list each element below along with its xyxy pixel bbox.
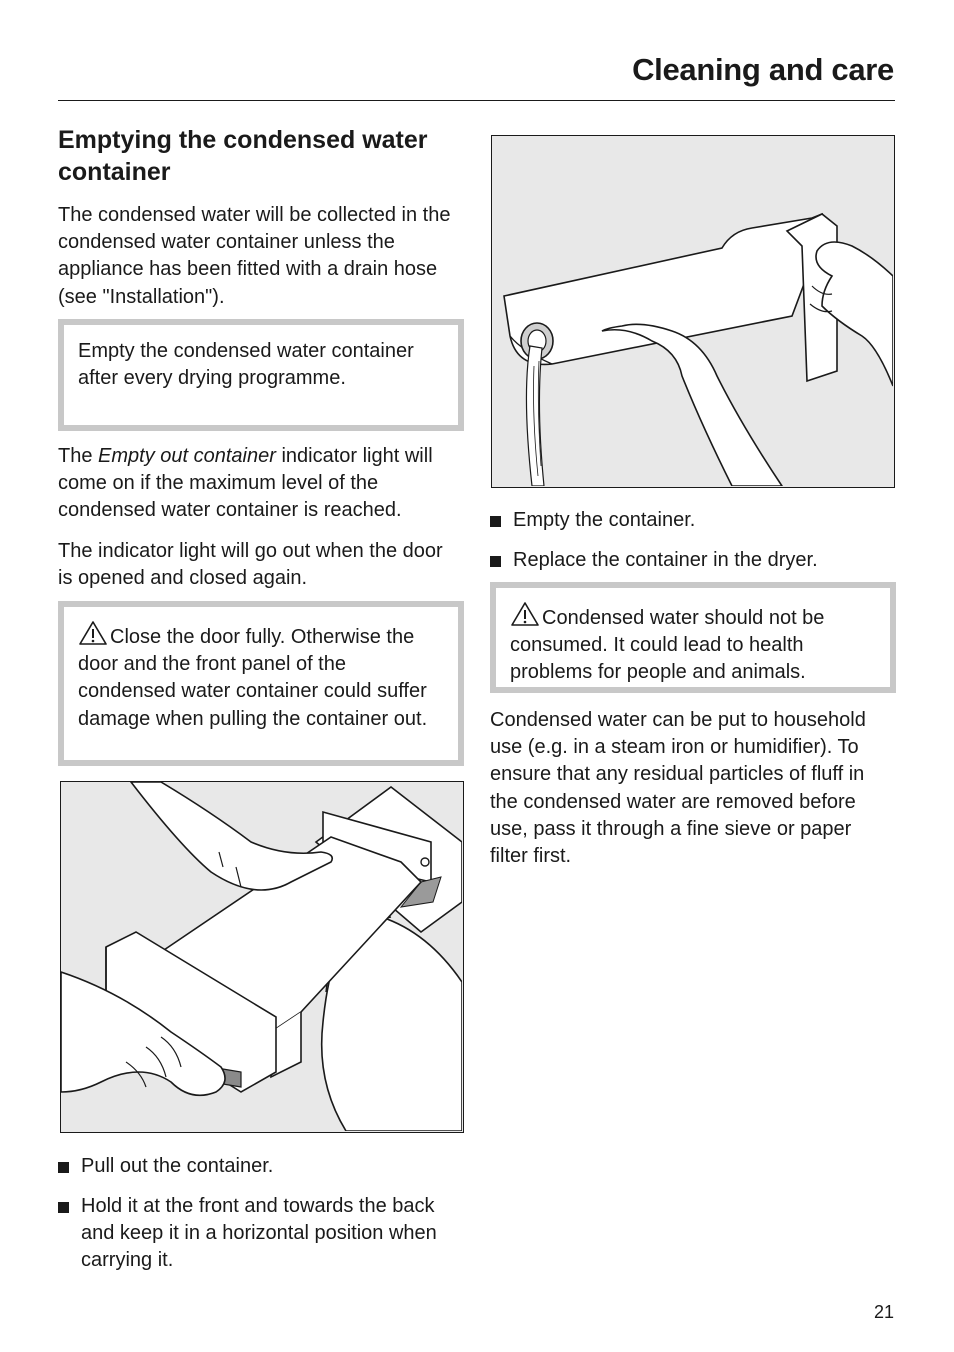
emptying-container-drawing — [492, 136, 893, 486]
warning-text: Condensed water should not be consumed. It could lead to health problems for people and animals. — [510, 607, 825, 684]
section-title: Cleaning and care — [632, 52, 894, 87]
emptying-container-illustration — [491, 135, 895, 488]
page-number: 21 — [873, 1302, 894, 1322]
bullet-pull-out — [58, 1153, 461, 1180]
indicator-suffix: indicator light will come on if the maximum level of the condensed water container is reached. — [58, 445, 433, 522]
warning-box-door — [58, 601, 464, 766]
bullet-text: Pull out the container. — [81, 1155, 274, 1177]
indicator-name: Empty out container — [98, 445, 276, 467]
bullet-replace-container — [490, 547, 903, 574]
bullet-hold-horizontal — [58, 1193, 441, 1275]
intro-paragraph: The condensed water will be collected in the condensed water container unless the appliance has been fitted with a drain hose (see "Installation"). — [58, 204, 451, 308]
bullet-square — [490, 516, 501, 527]
bullet-square — [58, 1162, 69, 1173]
indicator-paragraph — [58, 443, 464, 525]
bullet-square — [490, 556, 501, 567]
bullet-text: Replace the container in the dryer. — [513, 549, 818, 571]
warning-text: Close the door fully. Otherwise the door and the front panel of the condensed water container could suffer damage when pulling the container out. — [78, 626, 428, 730]
note-box — [58, 319, 464, 431]
bullet-empty-container — [490, 507, 893, 534]
pull-out-container-illustration — [60, 781, 464, 1133]
pull-out-container-drawing — [61, 782, 462, 1131]
indicator-prefix: The — [58, 445, 99, 467]
bullet-text: Empty the container. — [513, 509, 696, 531]
header-rule — [58, 100, 895, 101]
note-text: Empty the condensed water container after every drying programme. — [78, 340, 414, 390]
warning-icon — [510, 601, 540, 627]
bullet-text: Hold it at the front and towards the back and keep it in a horizontal position when carrying it. — [81, 1195, 437, 1272]
closing-paragraph: Condensed water can be put to household use (e.g. in a steam iron or humidifier). To ensure that any residual particles of fluff in the condensed water are removed before use, pass it through a fine sieve or paper filter first. — [490, 709, 866, 868]
warning-icon — [78, 620, 108, 646]
section-heading: Emptying the condensed water container — [58, 126, 428, 186]
bullet-square — [58, 1202, 69, 1213]
indicator-out-paragraph: The indicator light will go out when the door is opened and closed again. — [58, 540, 443, 590]
warning-box-consumption — [490, 582, 896, 693]
